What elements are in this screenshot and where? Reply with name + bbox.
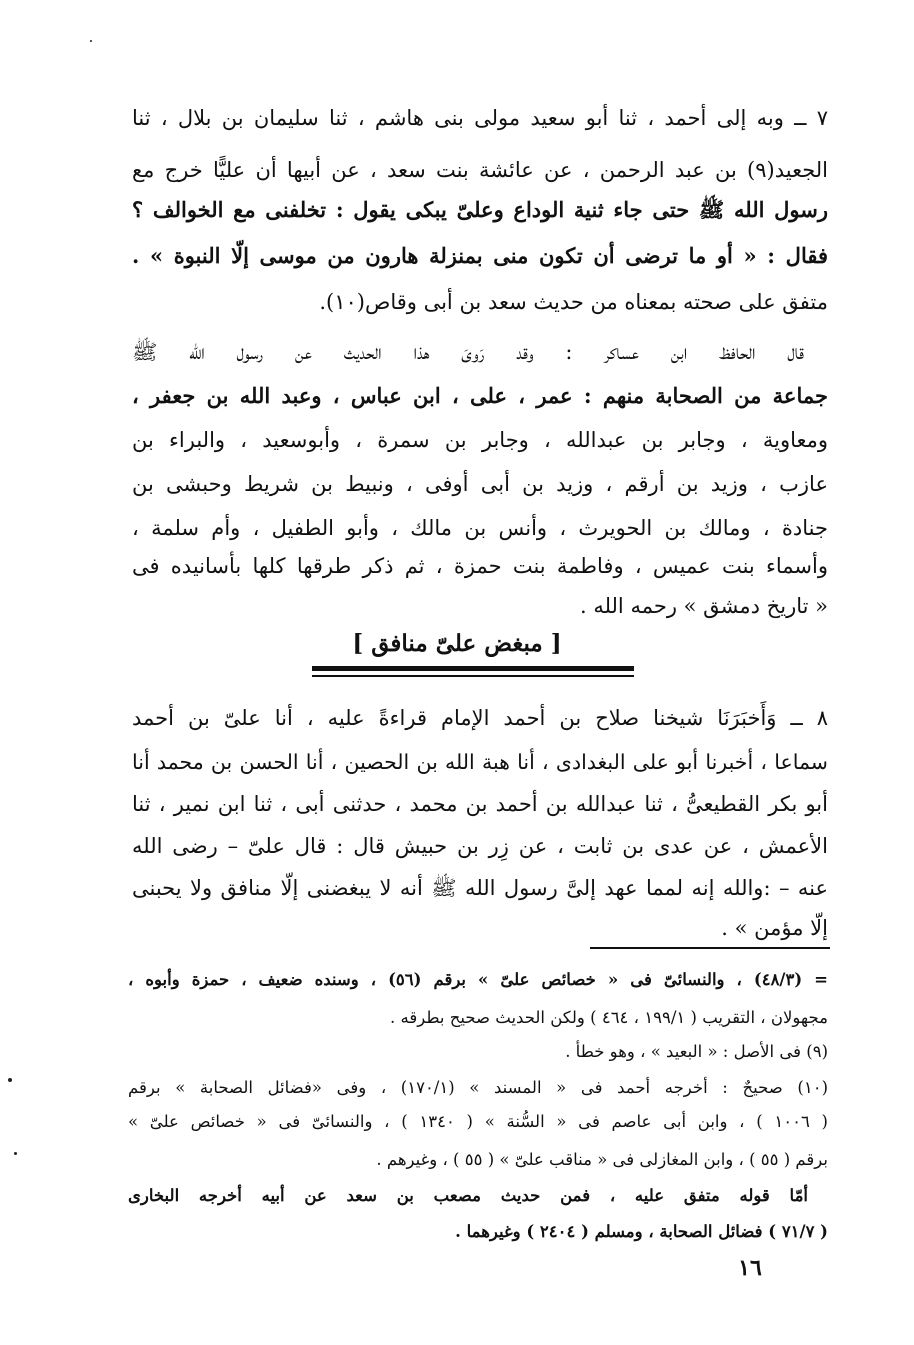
hadith-8-line-6: إلّا مؤمن » . [721, 916, 828, 940]
footnote-line-2: مجهولان ، التقريب ( ١٩٩/١ ، ٤٦٤ ) ولكن الحديث صحيح بطرقه . [390, 1008, 828, 1027]
hadith-8-line-4: الأعمش ، عن عدى بن ثابت ، عن زِر بن حبيش قال : قال علىّ – رضى الله [132, 834, 828, 858]
page-number: ١٦ [738, 1255, 762, 1281]
hadith-8-line-3: أبو بكر القطيعىُّ ، ثنا عبدالله بن أحمد بن محمد ، حدثنى أبى ، ثنا ابن نمير ، ثنا [132, 792, 828, 816]
heading-rule-thin [312, 675, 634, 677]
section-heading: [ مبغض علىّ منافق ] [352, 630, 562, 657]
hadith-7-line-3: رسول الله ﷺ حتى جاء ثنية الوداع وعلىّ يبكى يقول : تخلفنى مع الخوالف ؟ [132, 197, 828, 222]
hadith-8-line-1: ٨ ــ وَأَخبَرَنَا شيخنا صلاح بن أحمد الإمام قراءةً عليه ، أنا علىّ بن أحمد [132, 706, 828, 730]
footnote-9: (٩) فى الأصل : « البعيد » ، وهو خطأ . [565, 1042, 828, 1061]
ibn-asakir-line-5: جنادة ، ومالك بن الحويرث ، وأنس بن مالك ، وأبو الطفيل ، وأم سلمة ، [132, 516, 828, 540]
footnote-10-line-4: أمّا قوله متفق عليه ، فمن حديث مصعب بن سعد عن أبيه أخرجه البخارى [128, 1186, 808, 1205]
scan-speck [14, 1152, 17, 1155]
hadith-7-line-5: متفق على صحته بمعناه من حديث سعد بن أبى وقاص(١٠). [319, 290, 828, 314]
heading-rule-thick [312, 666, 634, 671]
ibn-asakir-line-7: « تاريخ دمشق » رحمه الله . [579, 594, 828, 618]
scan-speck [90, 40, 92, 42]
hadith-8-line-2: سماعا ، أخبرنا أبو على البغدادى ، أنا هبة الله بن الحصين ، أنا الحسن بن محمد أنا [132, 750, 828, 774]
footnote-10-line-3: برقم ( ٥٥ ) ، وابن المغازلى فى « مناقب علىّ » ( ٥٥ ) ، وغيرهم . [376, 1150, 828, 1169]
ibn-asakir-line-1: قال الحافظ ابن عساكر : وقد رَوىَ هذا الحديث عن رسول الله ﷺ [132, 340, 804, 364]
hadith-7-line-2: الجعيد(٩) بن عبد الرحمن ، عن عائشة بنت سعد ، عن أبيها أن عليًّا خرج مع [132, 158, 828, 182]
hadith-7-line-1: ٧ ــ وبه إلى أحمد ، ثنا أبو سعيد مولى بنى هاشم ، ثنا سليمان بن بلال ، ثنا [132, 106, 828, 130]
hadith-7-line-4: فقال : « أو ما ترضى أن تكون منى بمنزلة هارون من موسى إلّا النبوة » . [132, 243, 828, 268]
footnote-10-line-1: (١٠) صحيحٌ : أخرجه أحمد فى « المسند » (١٧٠/١) ، وفى «فضائل الصحابة » برقم [128, 1078, 828, 1097]
scan-speck [8, 1078, 12, 1082]
ibn-asakir-line-6: وأسماء بنت عميس ، وفاطمة بنت حمزة ، ثم ذكر طرقها كلها بأسانيده فى [132, 554, 828, 578]
ibn-asakir-line-3: ومعاوية ، وجابر بن عبدالله ، وجابر بن سمرة ، وأبوسعيد ، والبراء بن [132, 428, 828, 452]
footnote-line-1: = (٤٨/٣) ، والنسائىّ فى « خصائص علىّ » برقم (٥٦) ، وسنده ضعيف ، حمزة وأبوه ، [128, 970, 828, 989]
footnote-separator [590, 947, 830, 949]
ibn-asakir-line-4: عازب ، وزيد بن أرقم ، وزيد بن أبى أوفى ، ونبيط بن شريط وحبشى بن [132, 472, 828, 496]
hadith-8-line-5: عنه – :والله إنه لمما عهد إلىَّ رسول الله ﷺ أنه لا يبغضنى إلّا منافق ولا يحبنى [132, 876, 828, 900]
ibn-asakir-line-2: جماعة من الصحابة منهم : عمر ، على ، ابن عباس ، وعبد الله بن جعفر ، [132, 383, 828, 408]
footnote-10-line-2: ( ١٠٠٦ ) ، وابن أبى عاصم فى « السُّنة » ( ١٣٤٠ ) ، والنسائىّ فى « خصائص علىّ » [128, 1112, 828, 1131]
footnote-10-line-5: ( ٧١/٧ ) فضائل الصحابة ، ومسلم ( ٢٤٠٤ ) وغيرهما . [455, 1222, 828, 1241]
